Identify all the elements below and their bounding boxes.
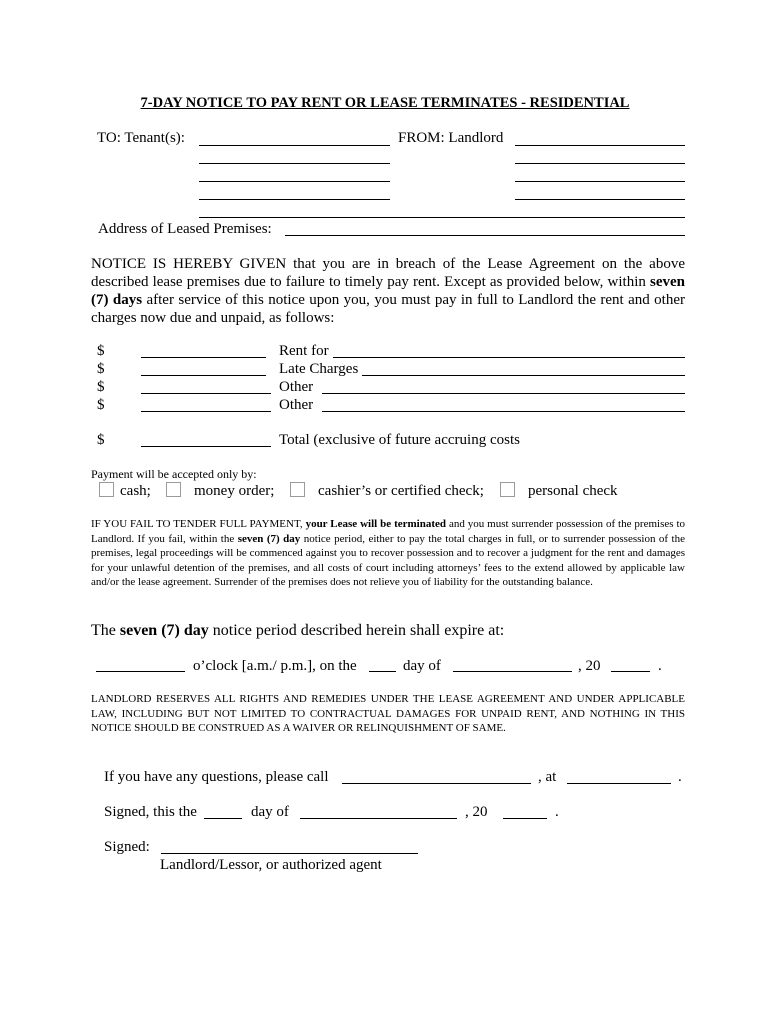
expire-day-of-label: day of [403,658,441,674]
signed-this-label: Signed, this the [104,804,197,820]
signed-period: . [555,804,559,820]
cash-checkbox[interactable] [99,482,114,497]
payment-option-cashiers-check: cashier’s or certified check; [318,483,484,499]
address-line-1[interactable] [199,217,685,218]
signature-label: Signed: [104,839,150,855]
questions-period: . [678,769,682,785]
expire-year-line[interactable] [611,671,650,672]
document-title: 7-DAY NOTICE TO PAY RENT OR LEASE TERMINATES - RESIDENTIAL [140,95,630,111]
expire-time-line[interactable] [96,671,185,672]
charge-label-other-1: Other [279,379,314,395]
currency-symbol: $ [97,343,105,359]
landlord-name-line-3[interactable] [515,181,685,182]
address-line-2[interactable] [285,235,685,236]
tenant-name-line-3[interactable] [199,181,390,182]
landlord-name-line-4[interactable] [515,199,685,200]
expiration-statement: The seven (7) day notice period described herein shall expire at: [91,622,505,639]
oclock-label: o’clock [a.m./ p.m.], on the [193,658,357,674]
total-label: Total (exclusive of future accruing costs [279,432,520,448]
currency-symbol: $ [97,397,105,413]
currency-symbol: $ [97,432,105,448]
other-amount-line-2[interactable] [141,411,271,412]
total-amount-line[interactable] [141,446,271,447]
signature-caption: Landlord/Lessor, or authorized agent [160,857,382,873]
late-charges-detail-line[interactable] [362,375,685,376]
contact-name-line[interactable] [342,783,531,784]
signed-year-line[interactable] [503,818,547,819]
failure-paragraph: IF YOU FAIL TO TENDER FULL PAYMENT, your Lease will be terminated and you must surrender possession of the premises to Landlord. If you fail, within the seven (7) day notice period, either to pay the total charges in full, or to surrender possession of the premises, legal proceedings will be commenced against you to recover possession and to recover a judgment for the rent and damages for your unlawful detention of the premises, and all costs of court including attorneys’ fees to the extend allowed by applicable law and/or the lease agreement. Surrender of the premises does not relieve you of liability for the outstanding balance. [91,518,686,588]
contact-phone-line[interactable] [567,783,671,784]
tenant-name-line-2[interactable] [199,163,390,164]
questions-at-label: , at [538,769,557,785]
charge-label-rent: Rent for [279,343,329,359]
currency-symbol: $ [97,379,105,395]
landlord-name-line-1[interactable] [515,145,685,146]
charge-label-other-2: Other [279,397,314,413]
notice-paragraph: NOTICE IS HEREBY GIVEN that you are in breach of the Lease Agreement on the above described lease premises due to failure to timely pay rent. Except as provided below, within seven (7) days after service of this notice upon you, you must pay in full to Landlord the rent and other charges now due and unpaid, as follows: [91,256,685,326]
signed-day-line[interactable] [204,818,242,819]
expire-year-prefix: , 20 [578,658,601,674]
payment-label: Payment will be accepted only by: [91,467,257,481]
landlord-name-line-2[interactable] [515,163,685,164]
signed-month-line[interactable] [300,818,457,819]
personal-check-checkbox[interactable] [500,482,515,497]
payment-option-personal-check: personal check [528,483,618,499]
payment-option-cash: cash; [120,483,151,499]
expire-period: . [658,658,662,674]
payment-option-money-order: money order; [194,483,275,499]
rent-amount-line[interactable] [141,357,266,358]
rent-period-line[interactable] [333,357,685,358]
signed-year-prefix: , 20 [465,804,488,820]
to-tenant-label: TO: Tenant(s): [97,130,185,146]
cashiers-check-checkbox[interactable] [290,482,305,497]
tenant-name-line-1[interactable] [199,145,390,146]
charge-label-late: Late Charges [279,361,359,377]
other-detail-line-2[interactable] [322,411,685,412]
address-label: Address of Leased Premises: [98,221,272,237]
expire-month-line[interactable] [453,671,572,672]
money-order-checkbox[interactable] [166,482,181,497]
questions-label: If you have any questions, please call [104,769,329,785]
late-charges-amount-line[interactable] [141,375,266,376]
expire-day-line[interactable] [369,671,396,672]
signature-line[interactable] [161,853,418,854]
from-landlord-label: FROM: Landlord [398,130,504,146]
rights-reserved-paragraph: LANDLORD RESERVES ALL RIGHTS AND REMEDIES UNDER THE LEASE AGREEMENT AND UNDER APPLICABLE LAW, INCLUDING BUT NOT LIMITED TO CONTRACTUAL DAMAGES FOR UNPAID RENT, AND NOTHING IN THIS NOTICE SHOULD BE CONSTRUED AS A WAIVER OR RELINQUISHMENT OF SAME. [91,693,685,734]
other-amount-line-1[interactable] [141,393,271,394]
tenant-name-line-4[interactable] [199,199,390,200]
other-detail-line-1[interactable] [322,393,685,394]
signed-day-of-label: day of [251,804,289,820]
currency-symbol: $ [97,361,105,377]
